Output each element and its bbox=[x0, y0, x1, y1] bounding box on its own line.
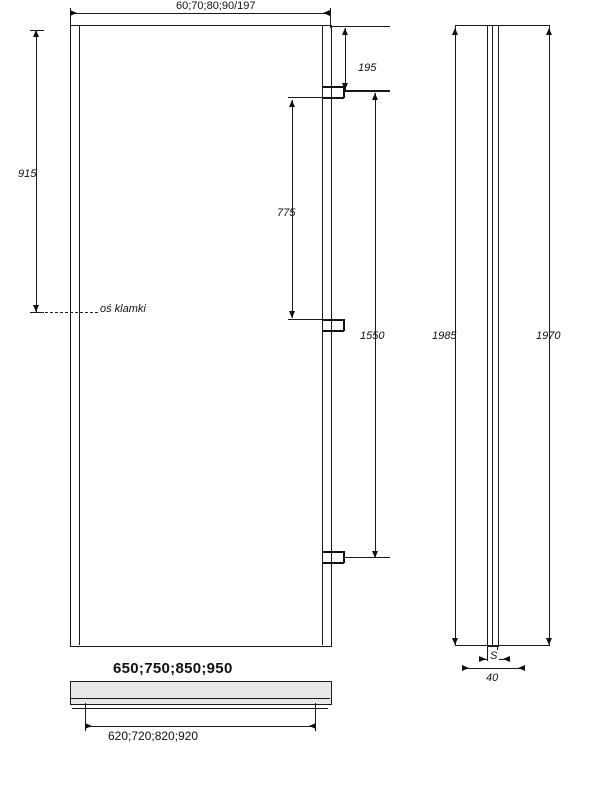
hinge-top-upper-edge bbox=[322, 86, 344, 88]
thickness-40-arrow-left bbox=[462, 665, 469, 671]
handle-height-label: 915 bbox=[18, 168, 37, 180]
hinge-top-gap-label: 195 bbox=[358, 62, 377, 74]
side-height-right-arrow-down bbox=[546, 638, 552, 645]
hinge-top-gap-arrow-up bbox=[342, 28, 348, 35]
side-view-leaf-inner-line bbox=[492, 25, 493, 645]
handle-height-arrow-bottom bbox=[33, 305, 39, 312]
hinge-mid-outer-edge bbox=[343, 319, 345, 331]
plan-view-base-line bbox=[72, 708, 328, 709]
side-view-bottom-line bbox=[455, 645, 550, 646]
side-height-right-label: 1970 bbox=[536, 330, 561, 342]
plan-view-slab-inner-line bbox=[70, 698, 330, 699]
hinge-top-gap-arrow-down bbox=[342, 83, 348, 90]
hinge-total-label: 1550 bbox=[360, 330, 385, 342]
side-view-top-line bbox=[455, 25, 550, 26]
thickness-s-arrow-left bbox=[479, 656, 486, 662]
hinge-spacing-ext-top bbox=[288, 97, 344, 98]
hinge-spacing-arrow-up bbox=[289, 100, 295, 107]
top-dimension-ext-right bbox=[330, 8, 331, 28]
side-height-left-arrow-up bbox=[452, 28, 458, 35]
hinge-spacing-ext-bottom bbox=[288, 319, 344, 320]
top-dim-arrow-right bbox=[323, 10, 330, 16]
thickness-s-arrow-right bbox=[503, 656, 510, 662]
plan-inner-width-arrow-right bbox=[309, 723, 316, 729]
side-height-right-arrow-up bbox=[546, 28, 552, 35]
handle-axis-dashed-line bbox=[40, 312, 98, 313]
handle-height-arrow-top bbox=[33, 30, 39, 37]
hinge-total-ext-bottom bbox=[344, 557, 390, 558]
hinge-spacing-label: 775 bbox=[277, 207, 296, 219]
side-height-left-arrow-down bbox=[452, 638, 458, 645]
top-dim-arrow-left bbox=[70, 10, 77, 16]
hinge-total-ext-top bbox=[344, 91, 390, 92]
plan-inner-width-dim-line bbox=[85, 726, 315, 727]
plan-view-slab bbox=[70, 681, 332, 705]
top-dimension-label: 60;70;80;90/197 bbox=[176, 0, 256, 12]
thickness-40-arrow-right bbox=[518, 665, 525, 671]
top-dimension-line bbox=[70, 13, 330, 14]
hinge-mid-lower-edge bbox=[322, 330, 344, 332]
hinge-total-arrow-up bbox=[372, 93, 378, 100]
plan-inner-width-arrow-left bbox=[85, 723, 92, 729]
hinge-total-dim-line bbox=[375, 93, 376, 558]
hinge-bottom-lower-edge bbox=[322, 562, 344, 564]
thickness-40-dim-line bbox=[462, 668, 524, 669]
side-height-left-label: 1985 bbox=[432, 330, 457, 342]
thickness-40-label: 40 bbox=[486, 672, 499, 684]
hinge-bottom-upper-edge bbox=[322, 551, 344, 553]
hinge-top-gap-ext-top bbox=[330, 26, 390, 27]
plan-inner-width-label: 620;720;820;920 bbox=[108, 729, 199, 743]
door-left-stile-line bbox=[79, 25, 80, 645]
handle-axis-label: oś klamki bbox=[100, 303, 146, 315]
hinge-top-gap-dim-line bbox=[345, 28, 346, 90]
handle-height-ext-top bbox=[30, 30, 44, 31]
thickness-s-label: S bbox=[490, 650, 498, 662]
side-view-leaf-profile bbox=[487, 25, 499, 647]
hinge-spacing-arrow-down bbox=[289, 311, 295, 318]
plan-outer-width-label: 650;750;850;950 bbox=[113, 660, 233, 677]
